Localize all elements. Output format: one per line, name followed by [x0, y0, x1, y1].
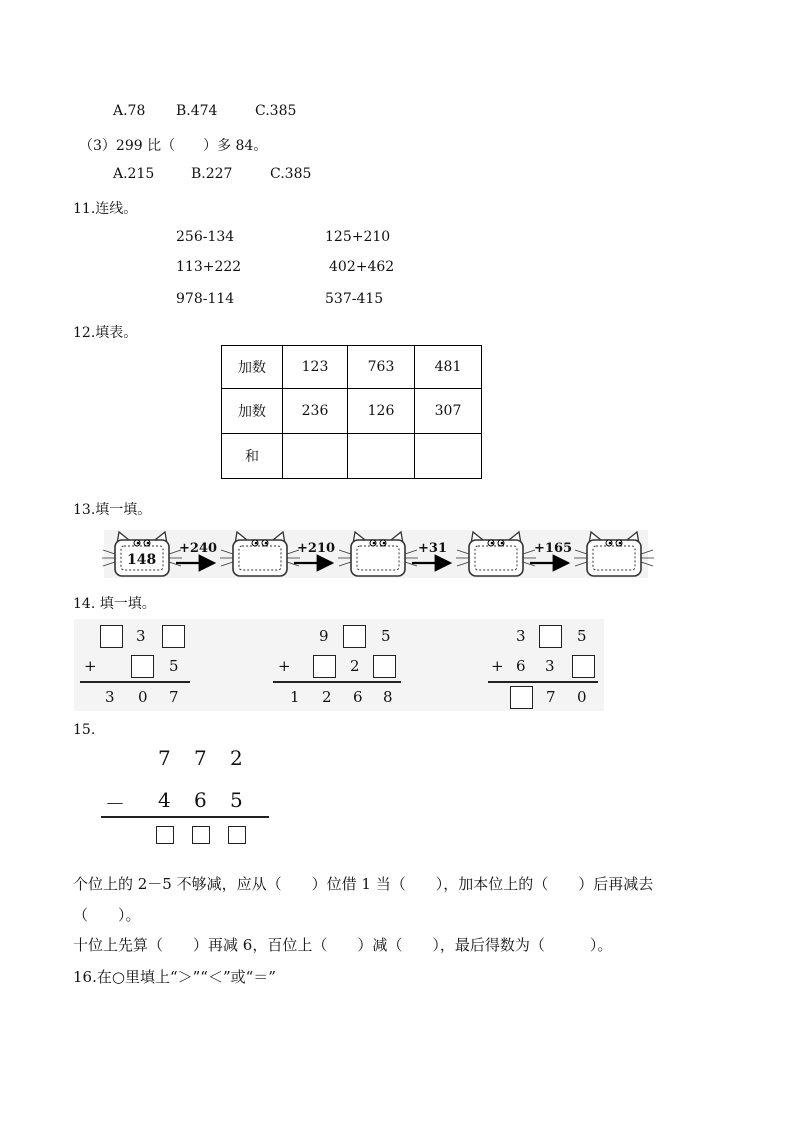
question-12-title: 12.填表。 — [73, 325, 138, 341]
digit: 5 — [381, 627, 391, 645]
answer-box[interactable] — [228, 826, 246, 844]
plus-sign: + — [84, 657, 97, 675]
digit: 3 — [545, 657, 555, 675]
operation-label: +165 — [534, 541, 573, 556]
table-cell: 236 — [283, 389, 348, 434]
digit-box[interactable] — [572, 655, 595, 678]
digit: 8 — [383, 688, 393, 706]
cat-box-answer[interactable] — [338, 532, 418, 576]
digit-box[interactable] — [510, 686, 533, 709]
explanation-line: 十位上先算（ ）再减 6，百位上（ ）减（ ），最后得数为（ ）。 — [73, 936, 613, 954]
digit: 7 — [546, 688, 556, 706]
question-16-title: 16.在○里填上“＞”“＜”或“＝” — [73, 968, 276, 986]
digit: 3 — [136, 627, 146, 645]
digit: 5 — [169, 657, 179, 675]
digit-box[interactable] — [162, 625, 185, 648]
digit: 4 — [158, 788, 171, 812]
digit: 5 — [577, 627, 587, 645]
cat-box-answer[interactable] — [456, 532, 536, 576]
digit: 6 — [194, 788, 207, 812]
question-15-title: 15. — [73, 722, 96, 738]
digit: 9 — [319, 627, 329, 645]
question-10-3: （3）299 比（ ）多 84。 — [79, 138, 268, 154]
option-a: A.215 — [113, 166, 155, 182]
answer-box[interactable] — [192, 826, 210, 844]
difference-line — [101, 816, 269, 818]
left-expression: 256-134 — [176, 229, 235, 245]
table-cell: 加数 — [222, 389, 283, 434]
table-cell: 123 — [283, 346, 348, 389]
table-cell: 加数 — [222, 346, 283, 389]
question-13-title: 13.填一填。 — [73, 502, 152, 518]
digit: 3 — [516, 627, 526, 645]
operation-label: +210 — [297, 541, 336, 556]
sum-line — [488, 681, 598, 683]
digit-box[interactable] — [313, 655, 336, 678]
explanation-line: 个位上的 2－5 不够减，应从（ ）位借 1 当（ ），加本位上的（ ）后再减去 — [73, 875, 654, 893]
digit: 7 — [194, 746, 207, 770]
start-number: 148 — [127, 552, 157, 568]
cat-box-answer[interactable] — [220, 532, 300, 576]
cat-box-answer[interactable] — [574, 532, 654, 576]
digit: 3 — [105, 688, 115, 706]
plus-sign: + — [491, 657, 504, 675]
digit-box[interactable] — [100, 625, 123, 648]
digit: 2 — [230, 746, 243, 770]
digit: 0 — [138, 688, 148, 706]
digit: 6 — [353, 688, 363, 706]
table-cell: 763 — [348, 346, 415, 389]
digit-box[interactable] — [343, 625, 366, 648]
right-expression: 537-415 — [325, 291, 384, 307]
digit: 7 — [158, 746, 171, 770]
digit-box[interactable] — [539, 625, 562, 648]
question-11-title: 11.连线。 — [73, 201, 138, 217]
table-cell: 126 — [348, 389, 415, 434]
right-expression: 125+210 — [325, 229, 391, 245]
option-a: A.78 — [113, 103, 146, 119]
digit: 5 — [230, 788, 243, 812]
right-expression: 402+462 — [329, 259, 395, 275]
sum-line — [273, 681, 401, 683]
plus-sign: + — [278, 657, 291, 675]
option-c: C.385 — [255, 103, 297, 119]
left-expression: 978-114 — [176, 291, 235, 307]
digit-box[interactable] — [373, 655, 396, 678]
digit-box[interactable] — [131, 655, 154, 678]
digit: 2 — [322, 688, 332, 706]
minus-sign: － — [105, 792, 125, 816]
digit: 7 — [169, 688, 179, 706]
left-expression: 113+222 — [176, 259, 242, 275]
option-b: B.474 — [176, 103, 218, 119]
operation-label: +31 — [418, 541, 447, 556]
option-c: C.385 — [270, 166, 312, 182]
explanation-line: （ ）。 — [73, 906, 141, 924]
digit: 2 — [350, 657, 360, 675]
table-cell: 481 — [415, 346, 482, 389]
answer-box[interactable] — [156, 826, 174, 844]
digit: 0 — [577, 688, 587, 706]
option-b: B.227 — [191, 166, 233, 182]
table-cell: 307 — [415, 389, 482, 434]
digit: 6 — [516, 657, 526, 675]
question-14-title: 14. 填一填。 — [73, 596, 156, 612]
table-cell: 和 — [222, 434, 283, 479]
sum-line — [80, 681, 190, 683]
operation-label: +240 — [179, 541, 218, 556]
digit: 1 — [290, 688, 300, 706]
